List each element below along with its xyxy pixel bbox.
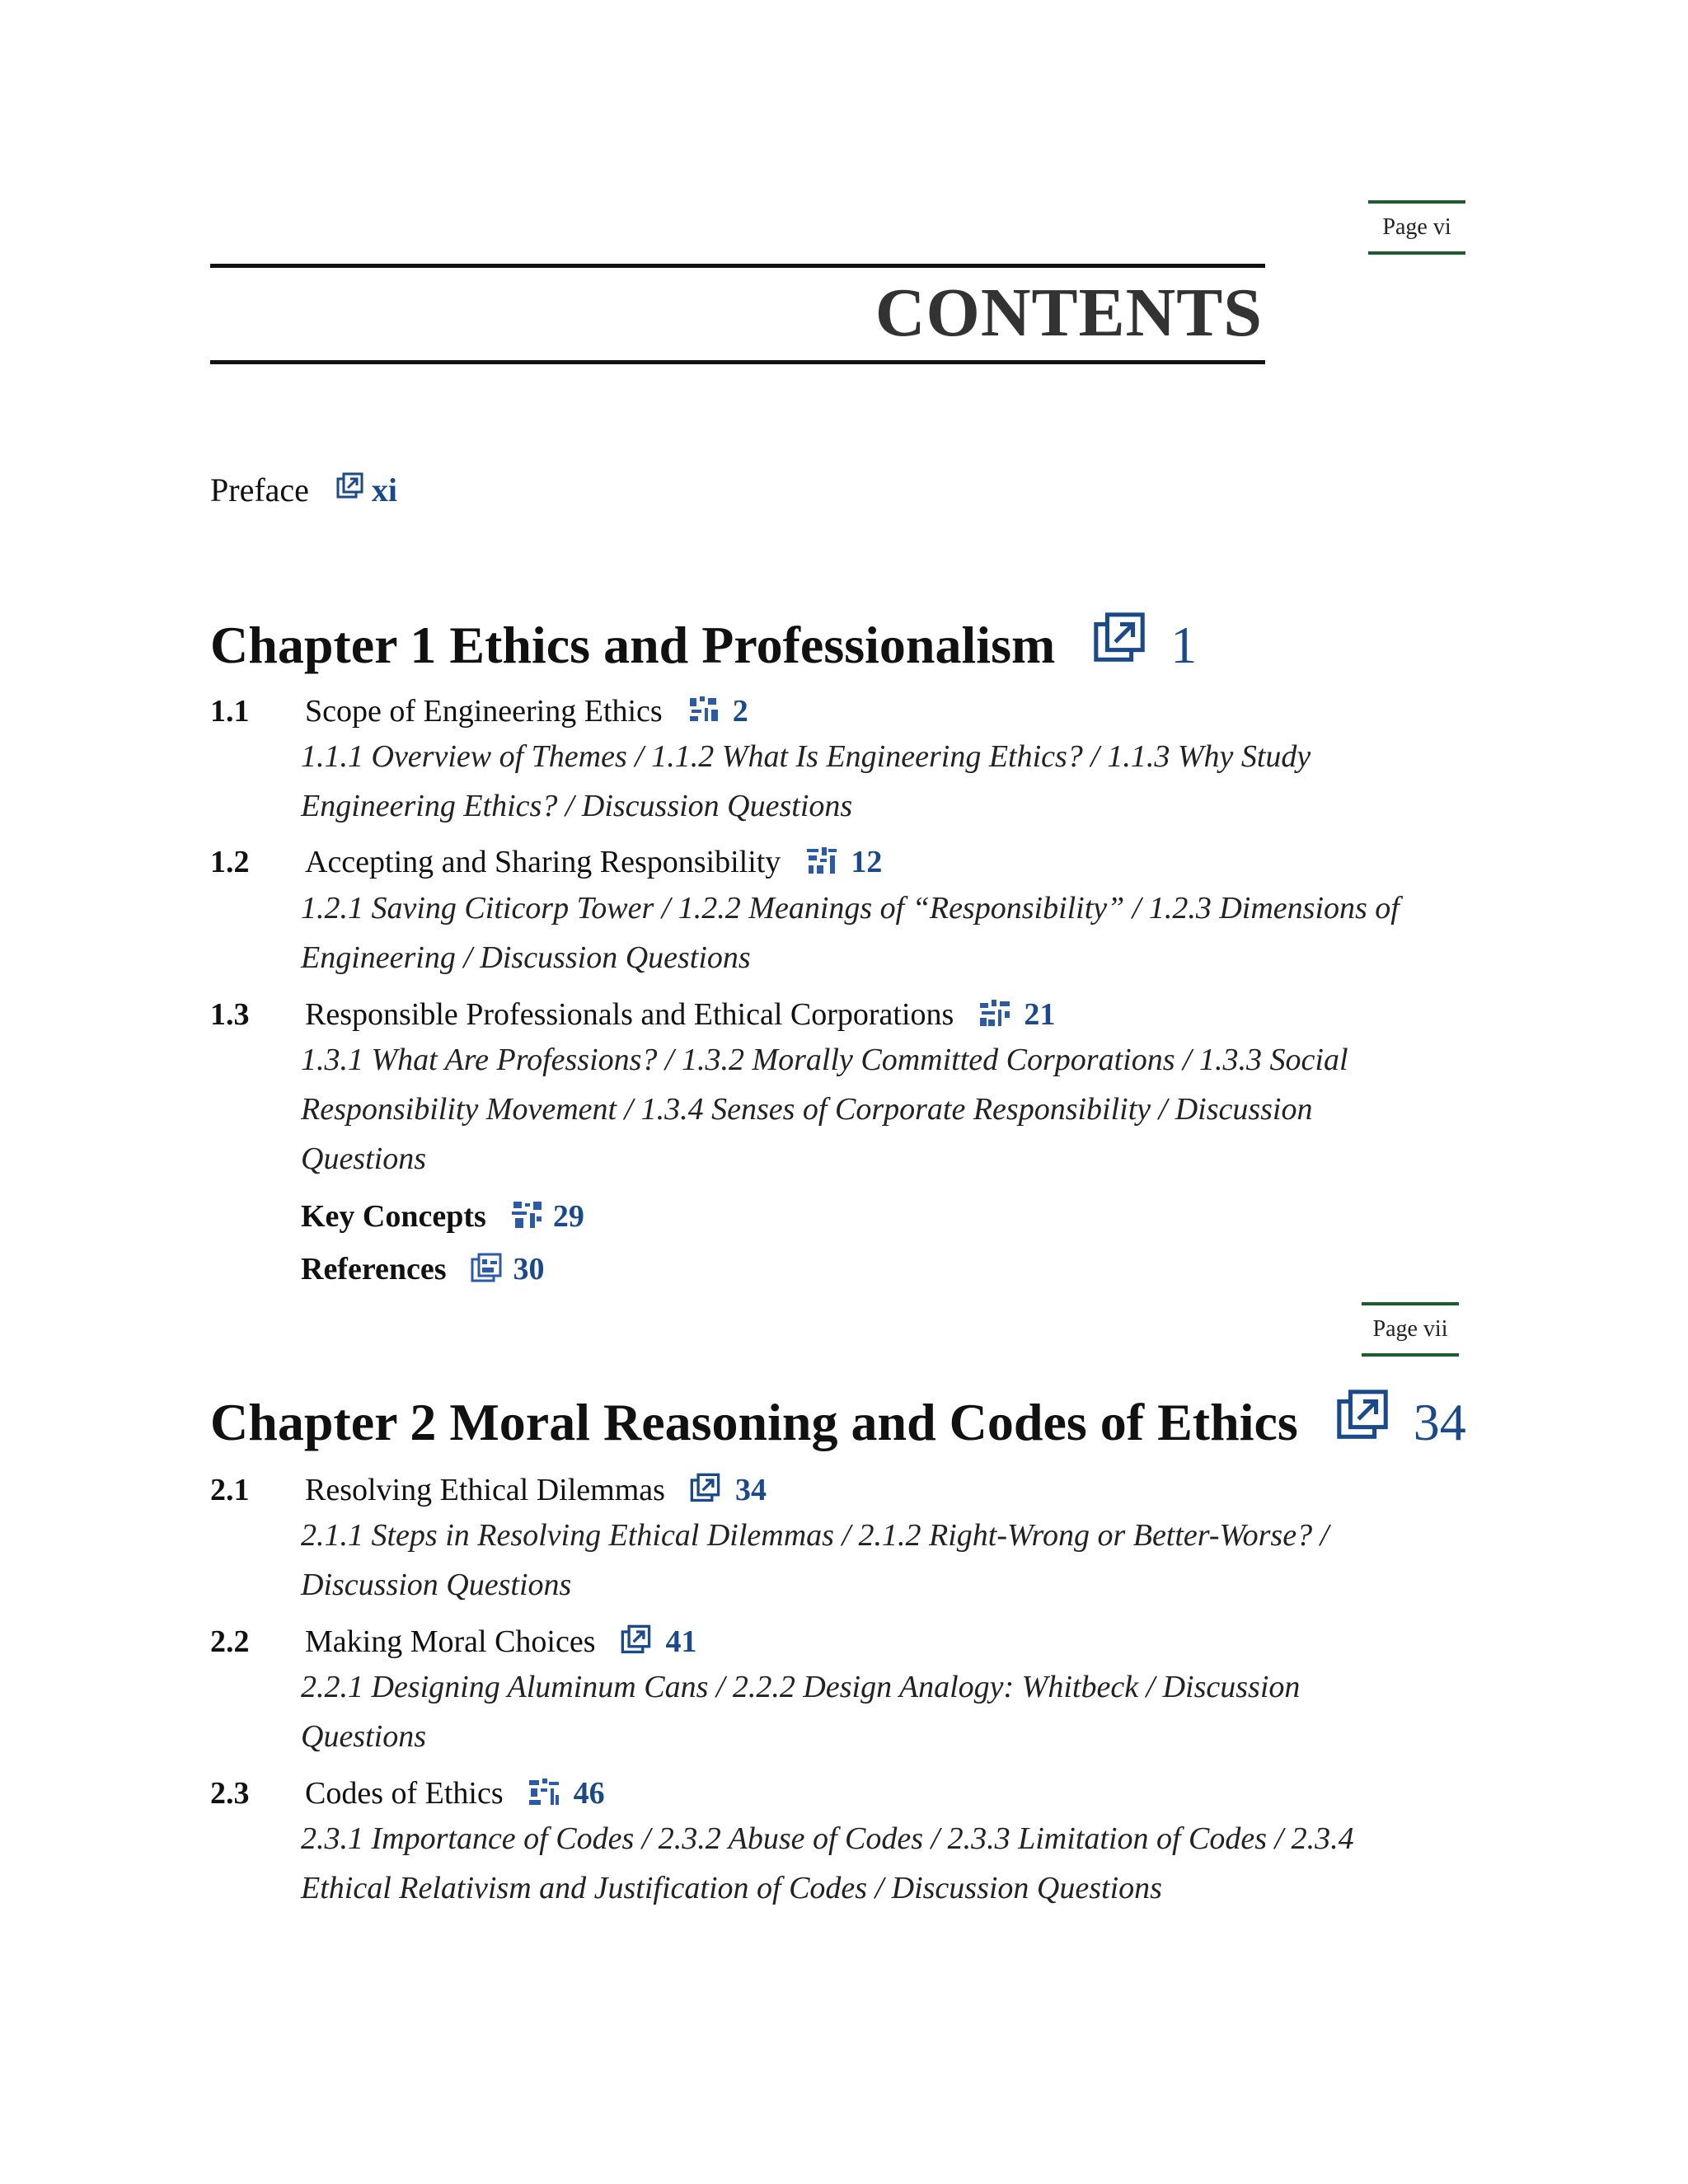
subsection-list — [301, 1511, 1455, 1610]
toc-section-2-3[interactable] — [305, 1770, 605, 1816]
subsection-line: 2.2.1 Designing Aluminum Cans / 2.2.2 Design Analogy: Whitbeck / Discussion — [301, 1670, 1301, 1704]
chapter-title: Chapter 2 Moral Reasoning and Codes of Ethics — [210, 1393, 1298, 1451]
section-number: 1.2 — [210, 845, 250, 879]
subsection-list — [301, 732, 1455, 831]
page-number: 29 — [552, 1199, 584, 1234]
extra-label: Key Concepts — [301, 1199, 486, 1234]
page-number: 41 — [665, 1624, 697, 1659]
section-number: 1.3 — [210, 997, 250, 1032]
subsection-line: Engineering / Discussion Questions — [301, 940, 751, 975]
subsection-list — [301, 1035, 1455, 1183]
toc-section-1-3[interactable] — [305, 991, 1055, 1038]
toc-key-concepts[interactable] — [301, 1193, 584, 1240]
section-number: 2.2 — [210, 1624, 250, 1659]
external-link-icon — [335, 471, 365, 501]
page-number: 12 — [851, 845, 883, 879]
page-marker-vii — [1362, 1302, 1459, 1357]
page-thumbnail-icon[interactable] — [526, 1775, 562, 1808]
subsection-line: 1.2.1 Saving Citicorp Tower / 1.2.2 Meanings of “Responsibility” / 1.2.3 Dimensions of — [301, 891, 1400, 926]
toc-references[interactable] — [301, 1246, 545, 1292]
subsection-line: Engineering Ethics? / Discussion Questions — [301, 789, 853, 823]
external-link-icon[interactable] — [1091, 610, 1149, 668]
extra-label: References — [301, 1252, 447, 1286]
toc-entry-preface[interactable] — [210, 466, 397, 515]
page-number: 2 — [732, 694, 748, 729]
chapter-page-number: 1 — [1170, 616, 1198, 674]
page-number: xi — [371, 471, 398, 509]
subsection-line: Ethical Relativism and Justification of Codes / Discussion Questions — [301, 1871, 1162, 1905]
subsection-line: 2.1.1 Steps in Resolving Ethical Dilemmas / 2.1.2 Right-Wrong or Better-Worse? / — [301, 1518, 1329, 1553]
title-bottom-rule — [210, 360, 1265, 364]
subsection-line: 1.1.1 Overview of Themes / 1.1.2 What Is Engineering Ethics? / 1.1.3 Why Study — [301, 739, 1311, 774]
page-marker-label: Page vi — [1382, 214, 1451, 240]
subsection-line: 1.3.1 What Are Professions? / 1.3.2 Morally Committed Corporations / 1.3.3 Social — [301, 1043, 1348, 1077]
subsection-list — [301, 1662, 1455, 1761]
page-thumbnail-icon[interactable] — [469, 1251, 505, 1284]
page-marker-label: Page vii — [1372, 1316, 1448, 1342]
preface-label: Preface — [210, 471, 309, 509]
section-number: 2.3 — [210, 1776, 250, 1811]
section-number: 1.1 — [210, 694, 250, 729]
page-title: CONTENTS — [874, 274, 1263, 351]
subsection-line: Questions — [301, 1141, 426, 1176]
section-number: 2.1 — [210, 1473, 250, 1507]
section-title: Accepting and Sharing Responsibility — [305, 845, 781, 879]
subsection-list — [301, 1814, 1455, 1913]
subsection-line: Questions — [301, 1719, 426, 1754]
subsection-line: Discussion Questions — [301, 1568, 572, 1602]
toc-section-1-1[interactable] — [305, 688, 748, 734]
page-thumbnail-icon[interactable] — [977, 996, 1013, 1029]
title-top-rule — [210, 264, 1265, 268]
toc-section-1-2[interactable] — [305, 839, 882, 885]
section-title: Responsible Professionals and Ethical Corporations — [305, 997, 954, 1032]
page-number: 34 — [734, 1473, 767, 1507]
section-title: Codes of Ethics — [305, 1776, 504, 1811]
toc-section-2-1[interactable] — [305, 1467, 767, 1513]
preface-link[interactable] — [335, 466, 397, 515]
subsection-list — [301, 883, 1455, 982]
page-marker-vi — [1368, 200, 1465, 255]
section-title: Scope of Engineering Ethics — [305, 694, 663, 729]
subsection-line: Responsibility Movement / 1.3.4 Senses of Corporate Responsibility / Discussion — [301, 1092, 1313, 1127]
external-link-icon[interactable] — [687, 1472, 724, 1505]
page-number: 21 — [1024, 997, 1056, 1032]
toc-section-2-2[interactable] — [305, 1619, 697, 1665]
page-thumbnail-icon[interactable] — [685, 693, 721, 726]
subsection-line: 2.3.1 Importance of Codes / 2.3.2 Abuse of Codes / 2.3.3 Limitation of Codes / 2.3.4 — [301, 1821, 1354, 1856]
external-link-icon[interactable] — [1334, 1387, 1392, 1445]
chapter-1-heading[interactable] — [210, 610, 1197, 678]
section-title: Resolving Ethical Dilemmas — [305, 1473, 665, 1507]
chapter-page-number: 34 — [1413, 1393, 1466, 1451]
external-link-icon[interactable] — [618, 1624, 654, 1657]
chapter-title: Chapter 1 Ethics and Professionalism — [210, 616, 1056, 674]
page-number: 46 — [573, 1776, 605, 1811]
section-title: Making Moral Choices — [305, 1624, 596, 1659]
page-thumbnail-icon[interactable] — [509, 1198, 545, 1231]
page-number: 30 — [513, 1252, 545, 1286]
page-thumbnail-icon[interactable] — [804, 844, 840, 877]
chapter-2-heading[interactable] — [210, 1387, 1466, 1455]
